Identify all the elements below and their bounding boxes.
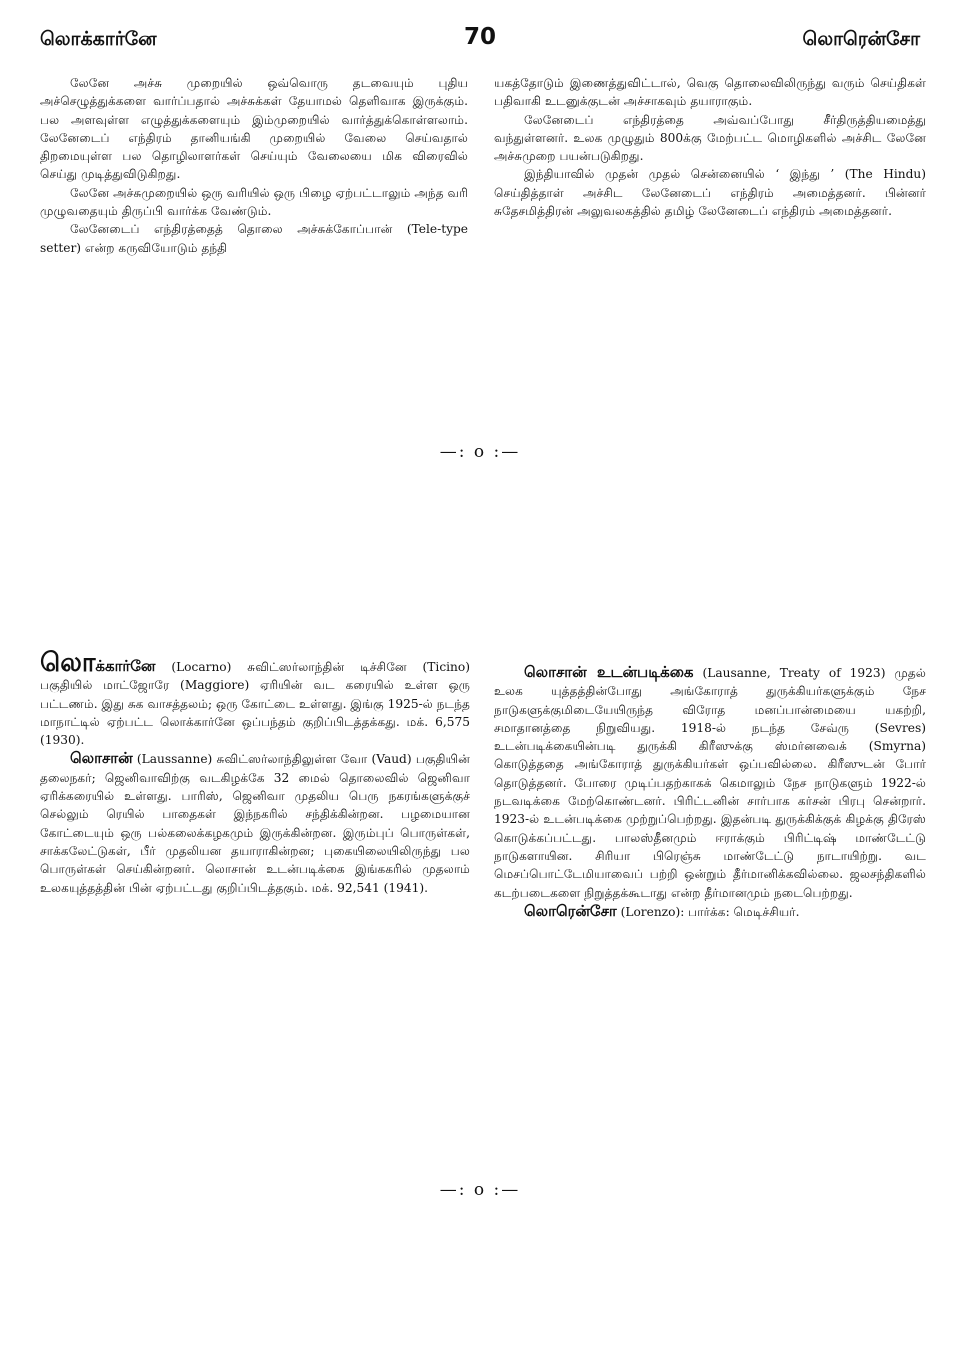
paragraph: லேனே அச்சு முறையில் ஒவ்வொரு தடவையும் புதிய அச்செழுத்துக்களை வார்ப்பதால் அச்சுக்கள் தேயாமல் தெளிவாக இருக்கும். பல அளவுள்ள எழுத்துக்களையும் இம்முறையில் வார்த்துக்கொள்ளலாம். லேனேடைப் எந்திரம் தானியங்கி முறையில் வேலை செய்வதால் திறமையுள்ள பல தொழிலாளர்கள் செய்யும் வேலையை மிக விரைவில் செய்து முடித்துவிடுகிறது. — [40, 76, 468, 182]
entry-headword: க்கார்னே — [95, 657, 156, 675]
entry-body: (Lausanne, Treaty of 1923) முதல் உலக யுத்தத்தின்போது அங்கோராத் துருக்கியர்களுக்கும் நேச நாடுகளுக்குமிடையேயிருந்த விரோத மனப்பான்மையை யகற்றி, சமாதானத்தை நிறுவியது. 1918-ல் நடந்த சேவ்ரு (Sevres) உடன்படிக்கையின்படி துருக்கி கிரீஸுக்கு ஸ்மர்னவைக் (Smyrna) கொடுத்ததை அங்கோராத் துருக்கியர்கள் ஒப்பவில்லை. கிரீஸுடன் போர் தொடுத்தனர். போரை முடிப்பதற்காகக் கெமாலும் நேச நாடுகளும் 1922-ல் நடவடிக்கை மேற்கொண்டனர். பிரிட்டனின் சார்பாக கர்சன் பிரபு சென்றார். 1923-ல் உடன்படிக்கை முற்றுப்பெற்றது. இதன்படி துருக்கிக்குக் கிழக்கு திரேஸ் கொடுக்கப்பட்டது. பாலஸ்தீனமும் ஈராக்கும் பிரிட்டிஷ் மாண்டேட்டு நாடுகளாயின. சிரியா பிரெஞ்சு மாண்டேட்டு நாடாயிற்று. வட மெசப்பொட்டேமியாவைப் பற்றி ஒன்றும் தீர்மானிக்கவில்லை. ஜலசந்திகளில் கடற்படைகளை நிறுத்தக்கூடாது என்ற தீர்மானமும் நடைபெற்றது. — [494, 666, 926, 900]
paragraph: லேனேடைப் எந்திரத்தைத் தொலை அச்சுக்கோப்பான் (Tele-type setter) என்ற கருவியோடும் தந்தி — [40, 222, 468, 255]
entry-headword: லொசான் — [70, 749, 133, 768]
entry-lausanne — [40, 749, 470, 896]
entry-lausanne-treaty — [494, 663, 926, 902]
entry-headword-initial: லொ — [40, 648, 96, 678]
entry-lorenzo — [494, 902, 926, 921]
entry-body: (Laussanne) சுவிட்ஸர்லாந்திலுள்ள வோ (Vaud) பகுதியின் தலைநகர்; ஜெனிவாவிற்கு வடகிழக்கே 32 மைல் தொலைவில் ஜெனிவா ஏரிக்கரையில் உள்ளது. பாரிஸ், ஜெனிவா முதலிய பெரு நகரங்களுக்குச் செல்லும் ரெயில் பாதைகள் இந்நகரில் சந்திக்கின்றன. பழமையான கோட்டையும் ஒரு பல்கலைக்கழகமும் இருக்கின்றன. இரும்புப் பொருள்கள், சாக்கலேட்டுகள், பீர் முதலியன தயாராகின்றன; புகையிலையிலிருந்து பல பொருள்கள் செய்கின்றனர். லொசான் உடன்படிக்கை இங்ககரில் முதலாம் உலகயுத்தத்தின் பின் ஏற்பட்டது குறிப்பிடத்தகும். மக். 92,541 (1941). — [40, 752, 470, 895]
paragraph: யகத்தோடும் இணைத்துவிட்டால், வெகு தொலைவிலிருந்து வரும் செய்திகள் பதிவாகி உடனுக்குடன் அச்சாகவும் தயாராகும். — [494, 76, 926, 109]
entries-right-column — [494, 663, 926, 921]
entry-headword: லொசான் உடன்படிக்கை — [524, 663, 694, 681]
entry-body: (Locarno) சுவிட்ஸர்லாந்தின் டிச்சினே (Ticino) பகுதியில் மாட்ஜோரே (Maggiore) ஏரியின் வட கரையில் உள்ள ஒரு பட்டணம். இது சுக வாசத்தலம்; ஒரு கோட்டை உள்ளது. இங்கு 1925-ல் நடந்த மாநாட்டில் ஏற்பட்ட லொக்கார்னே ஒப்பந்தம் குறிப்பிடத்தக்கது. மக். 6,575 (1930). — [40, 660, 470, 748]
guide-word-left: லொக்கார்னே — [40, 28, 157, 50]
entries-left-column — [40, 648, 470, 897]
running-header — [40, 24, 920, 64]
paragraph: இந்தியாவில் முதன் முதல் சென்னையில் ‘ இந்து ’ (The Hindu) செய்தித்தாள் அச்சிட லேனேடைப் எந்திரம் அமைத்தனர். பின்னர் சுதேசமித்திரன் அலுவலகத்தில் தமிழ் லேனேடைப் எந்திரம் அமைத்தனர். — [494, 167, 926, 219]
continued-article-left-column — [40, 74, 468, 257]
page-number: 70 — [463, 24, 496, 50]
entry-body: (Lorenzo): பார்க்க: மெடிச்சியர். — [616, 904, 800, 919]
paragraph: லேனேடைப் எந்திரத்தை அவ்வப்போது சீர்திருத்தியமைத்து வந்துள்ளனர். உலக முழுதும் 800க்கு மேற்பட்ட மொழிகளில் அச்சிட லேனே அச்சுமுறை பயன்படுகிறது. — [494, 112, 926, 164]
continued-article-right-column — [494, 74, 926, 220]
entry-headword: லொரென்சோ — [524, 901, 617, 920]
paragraph: லேனே அச்சுமுறையில் ஒரு வரியில் ஒரு பிழை ஏற்பட்டாலும் அந்த வரி முழுவதையும் திருப்பி வார்க்க வேண்டும். — [40, 185, 468, 219]
guide-word-right: லொரென்சோ — [802, 28, 920, 50]
entry-locarno — [40, 648, 470, 749]
section-divider: —: o :— — [439, 442, 521, 462]
section-divider: —: o :— — [439, 1180, 521, 1200]
